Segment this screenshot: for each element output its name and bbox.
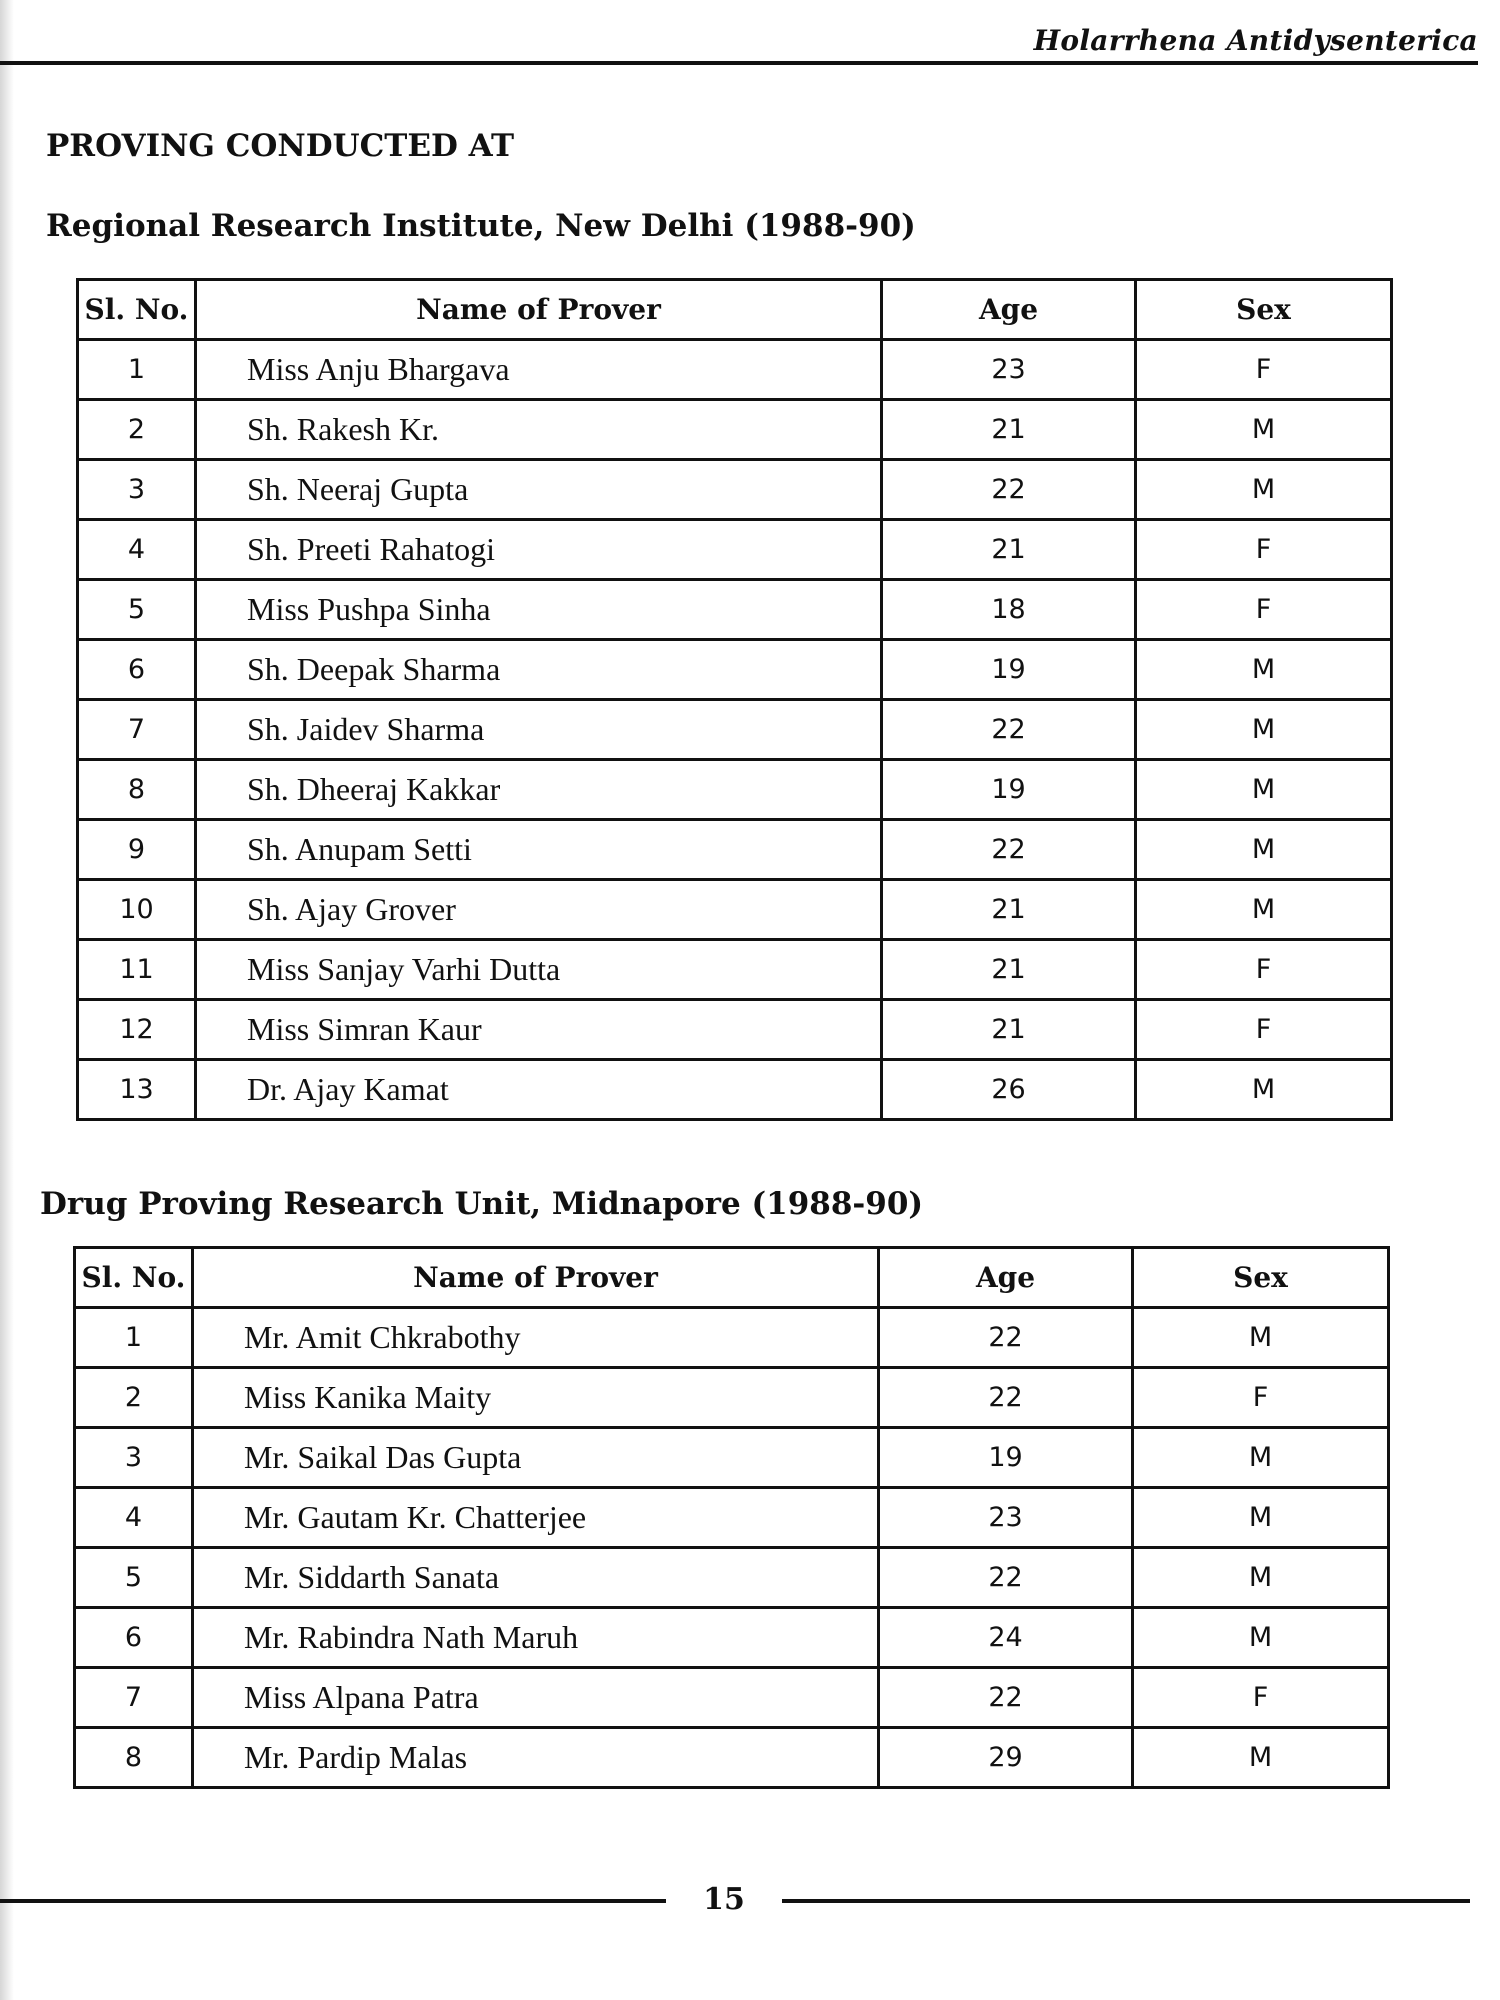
cell-sl-no: 2	[78, 400, 196, 460]
cell-sl-no: 2	[75, 1368, 193, 1428]
cell-sex: M	[1133, 1608, 1389, 1668]
table-row	[78, 580, 1392, 640]
cell-age: 21	[882, 880, 1136, 940]
section-title-new-delhi: Regional Research Institute, New Delhi (1988-90)	[46, 208, 916, 244]
page-number: 15	[703, 1882, 745, 1917]
cell-prover-name: Sh. Rakesh Kr.	[196, 400, 882, 460]
column-header-age: Age	[879, 1248, 1133, 1308]
cell-sl-no: 6	[75, 1608, 193, 1668]
cell-sl-no: 13	[78, 1060, 196, 1120]
cell-sl-no: 12	[78, 1000, 196, 1060]
cell-sl-no: 1	[78, 340, 196, 400]
table-row	[78, 940, 1392, 1000]
cell-sex: F	[1136, 340, 1392, 400]
main-heading: PROVING CONDUCTED AT	[46, 128, 515, 164]
cell-sl-no: 8	[75, 1728, 193, 1788]
cell-age: 22	[879, 1548, 1133, 1608]
cell-sl-no: 9	[78, 820, 196, 880]
cell-sex: M	[1136, 820, 1392, 880]
cell-prover-name: Mr. Rabindra Nath Maruh	[193, 1608, 879, 1668]
cell-prover-name: Dr. Ajay Kamat	[196, 1060, 882, 1120]
cell-age: 21	[882, 520, 1136, 580]
table-row	[75, 1608, 1389, 1668]
header-rule	[0, 61, 1478, 65]
cell-prover-name: Miss Simran Kaur	[196, 1000, 882, 1060]
column-header-name: Name of Prover	[196, 280, 882, 340]
cell-sex: F	[1136, 580, 1392, 640]
cell-prover-name: Sh. Jaidev Sharma	[196, 700, 882, 760]
cell-prover-name: Mr. Saikal Das Gupta	[193, 1428, 879, 1488]
cell-age: 23	[879, 1488, 1133, 1548]
cell-sex: M	[1133, 1488, 1389, 1548]
table-row	[75, 1548, 1389, 1608]
table-row	[78, 400, 1392, 460]
cell-sex: M	[1133, 1728, 1389, 1788]
cell-age: 21	[882, 400, 1136, 460]
prover-table-midnapore	[73, 1246, 1390, 1789]
cell-prover-name: Sh. Anupam Setti	[196, 820, 882, 880]
cell-age: 22	[879, 1368, 1133, 1428]
cell-sex: F	[1136, 1000, 1392, 1060]
cell-sex: M	[1136, 640, 1392, 700]
table-row	[78, 520, 1392, 580]
cell-prover-name: Miss Pushpa Sinha	[196, 580, 882, 640]
cell-age: 26	[882, 1060, 1136, 1120]
cell-sex: M	[1136, 1060, 1392, 1120]
column-header-sex: Sex	[1133, 1248, 1389, 1308]
cell-prover-name: Mr. Pardip Malas	[193, 1728, 879, 1788]
cell-sl-no: 5	[78, 580, 196, 640]
cell-sl-no: 6	[78, 640, 196, 700]
binding-shadow	[0, 0, 14, 2000]
cell-sl-no: 5	[75, 1548, 193, 1608]
cell-prover-name: Miss Kanika Maity	[193, 1368, 879, 1428]
cell-prover-name: Miss Alpana Patra	[193, 1668, 879, 1728]
cell-sl-no: 11	[78, 940, 196, 1000]
cell-prover-name: Miss Anju Bhargava	[196, 340, 882, 400]
table-row	[75, 1368, 1389, 1428]
cell-sex: M	[1133, 1308, 1389, 1368]
prover-table-new-delhi	[76, 278, 1393, 1121]
cell-prover-name: Sh. Dheeraj Kakkar	[196, 760, 882, 820]
table-row	[78, 1000, 1392, 1060]
cell-prover-name: Mr. Gautam Kr. Chatterjee	[193, 1488, 879, 1548]
cell-sl-no: 7	[78, 700, 196, 760]
cell-sex: M	[1136, 460, 1392, 520]
cell-sex: F	[1133, 1368, 1389, 1428]
cell-sex: M	[1136, 400, 1392, 460]
table-row	[78, 340, 1392, 400]
cell-sl-no: 4	[75, 1488, 193, 1548]
cell-sl-no: 4	[78, 520, 196, 580]
table-row	[78, 820, 1392, 880]
cell-sl-no: 3	[78, 460, 196, 520]
column-header-age: Age	[882, 280, 1136, 340]
column-header-sl-no: Sl. No.	[75, 1248, 193, 1308]
cell-age: 22	[882, 820, 1136, 880]
column-header-sex: Sex	[1136, 280, 1392, 340]
table-row	[78, 640, 1392, 700]
cell-sex: F	[1136, 940, 1392, 1000]
cell-sex: M	[1136, 760, 1392, 820]
cell-age: 19	[882, 640, 1136, 700]
cell-age: 22	[879, 1668, 1133, 1728]
cell-sl-no: 8	[78, 760, 196, 820]
cell-sex: F	[1136, 520, 1392, 580]
cell-age: 22	[879, 1308, 1133, 1368]
footer-rule-right	[782, 1899, 1470, 1903]
cell-sex: M	[1133, 1548, 1389, 1608]
table-row	[75, 1428, 1389, 1488]
column-header-name: Name of Prover	[193, 1248, 879, 1308]
cell-age: 19	[879, 1428, 1133, 1488]
cell-prover-name: Mr. Amit Chkrabothy	[193, 1308, 879, 1368]
cell-age: 22	[882, 700, 1136, 760]
cell-age: 24	[879, 1608, 1133, 1668]
table-row	[78, 700, 1392, 760]
cell-sex: M	[1133, 1428, 1389, 1488]
cell-prover-name: Sh. Neeraj Gupta	[196, 460, 882, 520]
cell-sl-no: 1	[75, 1308, 193, 1368]
cell-prover-name: Sh. Preeti Rahatogi	[196, 520, 882, 580]
cell-sex: F	[1133, 1668, 1389, 1728]
cell-age: 23	[882, 340, 1136, 400]
table-row	[78, 460, 1392, 520]
table-header-row	[75, 1248, 1389, 1308]
table-header-row	[78, 280, 1392, 340]
cell-sex: M	[1136, 700, 1392, 760]
table-row	[78, 1060, 1392, 1120]
table-row	[75, 1668, 1389, 1728]
cell-prover-name: Miss Sanjay Varhi Dutta	[196, 940, 882, 1000]
table-row	[75, 1308, 1389, 1368]
cell-sl-no: 7	[75, 1668, 193, 1728]
cell-age: 18	[882, 580, 1136, 640]
cell-age: 19	[882, 760, 1136, 820]
section-title-midnapore: Drug Proving Research Unit, Midnapore (1988-90)	[40, 1186, 924, 1222]
cell-sl-no: 3	[75, 1428, 193, 1488]
running-head: Holarrhena Antidysenterica	[1033, 24, 1478, 57]
cell-age: 29	[879, 1728, 1133, 1788]
table-row	[78, 880, 1392, 940]
cell-sl-no: 10	[78, 880, 196, 940]
cell-sex: M	[1136, 880, 1392, 940]
cell-age: 21	[882, 940, 1136, 1000]
table-row	[75, 1728, 1389, 1788]
table-row	[78, 760, 1392, 820]
footer-rule-left	[0, 1899, 666, 1903]
column-header-sl-no: Sl. No.	[78, 280, 196, 340]
cell-prover-name: Sh. Deepak Sharma	[196, 640, 882, 700]
cell-prover-name: Mr. Siddarth Sanata	[193, 1548, 879, 1608]
cell-prover-name: Sh. Ajay Grover	[196, 880, 882, 940]
cell-age: 22	[882, 460, 1136, 520]
cell-age: 21	[882, 1000, 1136, 1060]
table-row	[75, 1488, 1389, 1548]
